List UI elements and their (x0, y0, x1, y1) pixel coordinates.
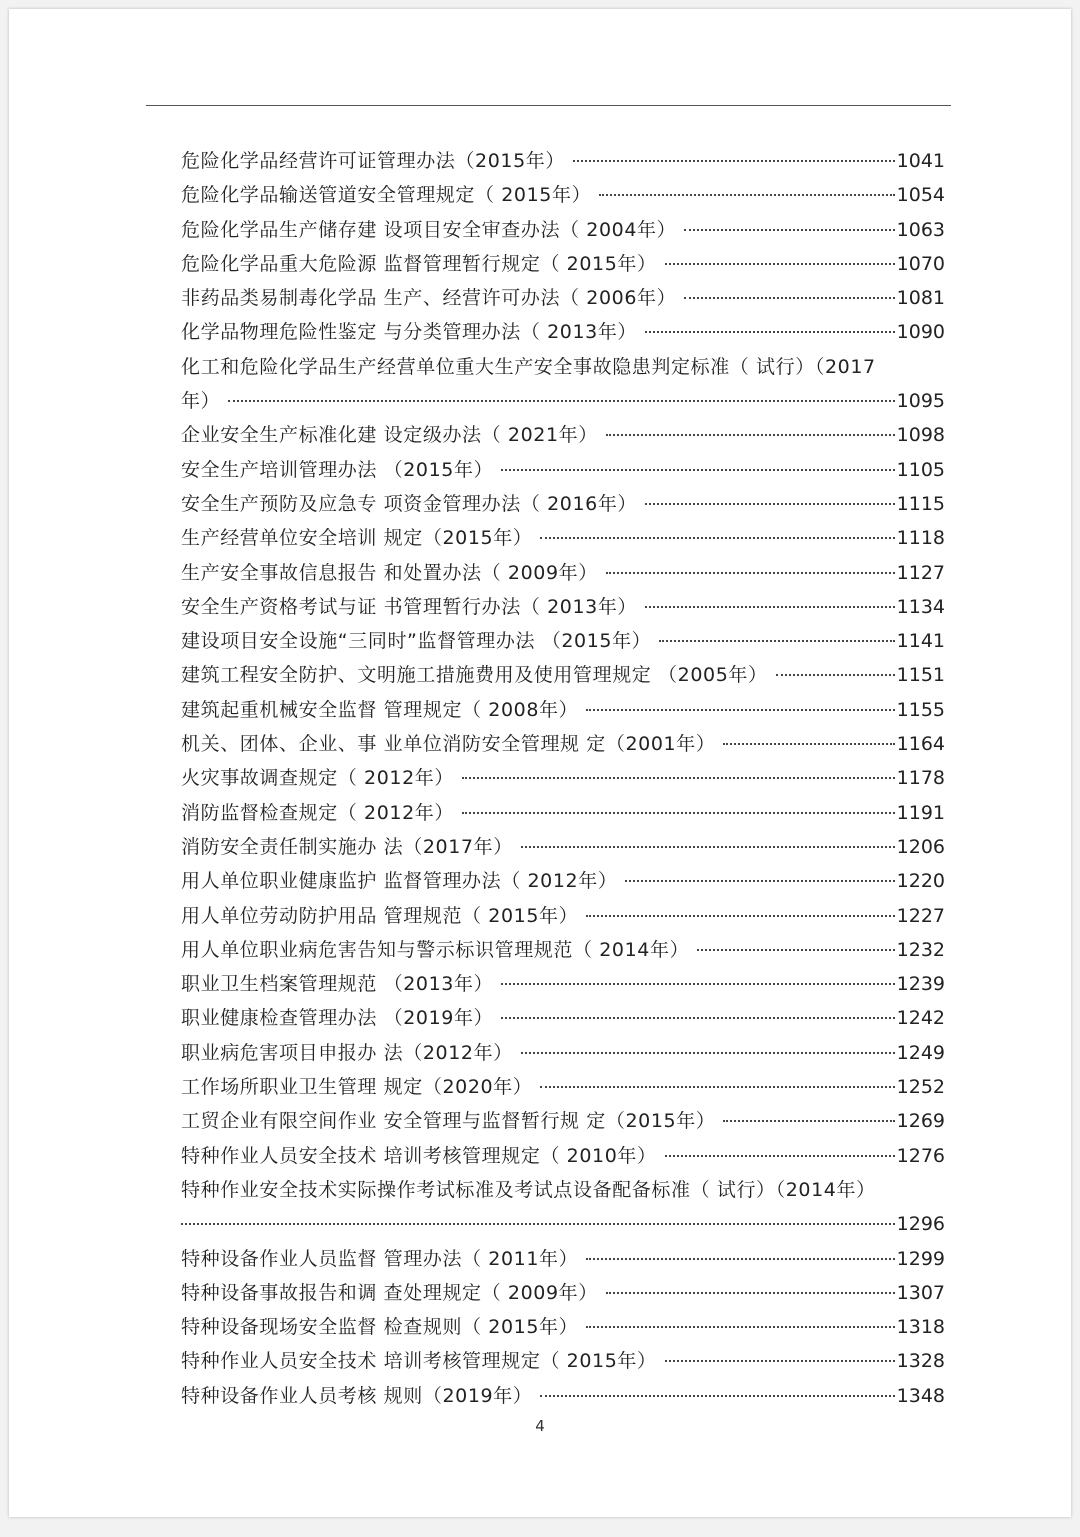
dot-leader (586, 709, 894, 711)
toc-entry[interactable] (181, 1001, 945, 1035)
dot-leader (665, 263, 895, 265)
dot-leader (501, 469, 894, 471)
toc-entry[interactable] (181, 761, 945, 795)
dot-leader (586, 1258, 894, 1260)
toc-entry-page: 1115 (896, 492, 945, 515)
toc-entry[interactable] (181, 1276, 945, 1310)
toc-entry-page: 1249 (896, 1041, 945, 1064)
toc-entry[interactable] (181, 1139, 945, 1173)
toc-entry[interactable] (181, 487, 945, 521)
toc-entry-title: 生产安全事故信息报告 和处置办法（ 2009年） (181, 561, 598, 584)
toc-entry-title: 化学品物理危险性鉴定 与分类管理办法（ 2013年） (181, 321, 638, 344)
toc-entry-title: 特种设备事故报告和调 查处理规定（ 2009年） (181, 1281, 598, 1304)
page-number: 4 (535, 1417, 545, 1435)
dot-leader (665, 1360, 895, 1362)
toc-entry-page: 1299 (896, 1247, 945, 1270)
toc-entry[interactable] (181, 453, 945, 487)
toc-entry-page: 1206 (896, 835, 945, 858)
toc-entry[interactable] (181, 1036, 945, 1070)
header-rule (146, 105, 951, 106)
dot-leader (599, 194, 894, 196)
toc-entry[interactable] (181, 213, 945, 247)
toc-entry[interactable] (181, 796, 945, 830)
toc-entry-page: 1090 (896, 321, 945, 344)
toc-entry[interactable] (181, 864, 945, 898)
toc-entry-title: 消防监督检查规定（ 2012年） (181, 801, 454, 824)
dot-leader (645, 606, 895, 608)
toc-entry-page: 1348 (896, 1384, 945, 1407)
toc-entry-title: 特种作业人员安全技术 培训考核管理规定（ 2010年） (181, 1144, 657, 1167)
toc-entry-page: 1220 (896, 870, 945, 893)
dot-leader (228, 400, 894, 402)
toc-entry-title: 特种设备作业人员考核 规则（2019年） (181, 1384, 533, 1407)
toc-entry-title: 职业病危害项目申报办 法（2012年） (181, 1041, 513, 1064)
toc-entry[interactable] (181, 281, 945, 315)
dot-leader (659, 640, 894, 642)
dot-leader (625, 880, 894, 882)
dot-leader (521, 846, 895, 848)
toc-entry[interactable] (181, 693, 945, 727)
toc-entry-page: 1141 (896, 630, 945, 653)
dot-leader (521, 1052, 895, 1054)
dot-leader (723, 1120, 894, 1122)
toc-entry-title: 危险化学品输送管道安全管理规定（ 2015年） (181, 184, 592, 207)
toc-entry-title: 特种设备作业人员监督 管理办法（ 2011年） (181, 1247, 579, 1270)
toc-entry[interactable] (181, 315, 945, 349)
toc-entry-title: 化工和危险化学品生产经营单位重大生产安全事故隐患判定标准（ 试行）（2017 (181, 355, 876, 378)
toc-entry[interactable] (181, 1242, 945, 1276)
toc-entry[interactable] (181, 178, 945, 212)
toc-entry-title: 用人单位职业健康监护 监督管理办法（ 2012年） (181, 870, 618, 893)
toc-entry-title: 火灾事故调查规定（ 2012年） (181, 767, 454, 790)
toc-entry-title: 安全生产培训管理办法 （2015年） (181, 458, 494, 481)
toc-entry[interactable] (181, 1379, 945, 1413)
toc-entry[interactable] (181, 933, 945, 967)
toc-entry-page: 1095 (896, 390, 945, 413)
document-page (9, 9, 1071, 1517)
toc-entry[interactable] (181, 1344, 945, 1378)
toc-entry-title: 特种作业安全技术实际操作考试标准及考试点设备配备标准（ 试行）（2014年） (181, 1178, 876, 1201)
toc-entry-page: 1239 (896, 973, 945, 996)
toc-entry[interactable] (181, 590, 945, 624)
toc-entry-page: 1105 (896, 458, 945, 481)
toc-entry[interactable] (181, 727, 945, 761)
dot-leader (665, 1155, 895, 1157)
toc-entry-page: 1063 (896, 218, 945, 241)
toc-entry[interactable] (181, 418, 945, 452)
dot-leader (776, 674, 895, 676)
toc-entry[interactable] (181, 967, 945, 1001)
toc-entry-title: 职业健康检查管理办法 （2019年） (181, 1007, 494, 1030)
toc-entry[interactable] (181, 1173, 945, 1242)
toc-entry[interactable] (181, 1310, 945, 1344)
toc-entry-title: 工作场所职业卫生管理 规定（2020年） (181, 1076, 533, 1099)
toc-entry-title: 用人单位职业病危害告知与警示标识管理规范（ 2014年） (181, 938, 690, 961)
toc-entry-title: 特种设备现场安全监督 检查规则（ 2015年） (181, 1316, 579, 1339)
toc-entry-page: 1164 (896, 733, 945, 756)
dot-leader (573, 160, 895, 162)
toc-entry-page: 1318 (896, 1316, 945, 1339)
toc-entry-title: 特种作业人员安全技术 培训考核管理规定（ 2015年） (181, 1350, 657, 1373)
toc-entry-page: 1328 (896, 1350, 945, 1373)
dot-leader (697, 949, 894, 951)
toc-entry-page: 1155 (896, 698, 945, 721)
dot-leader (723, 743, 894, 745)
toc-entry[interactable] (181, 830, 945, 864)
toc-entry-page: 1191 (896, 801, 945, 824)
toc-entry-page: 1227 (896, 904, 945, 927)
toc-entry[interactable] (181, 1104, 945, 1138)
toc-entry-title: 建筑起重机械安全监督 管理规定（ 2008年） (181, 698, 579, 721)
toc-entry[interactable] (181, 899, 945, 933)
toc-entry-page: 1041 (896, 150, 945, 172)
dot-leader (540, 1086, 894, 1088)
toc-entry-page: 1151 (896, 664, 945, 687)
toc-entry-title: 危险化学品重大危险源 监督管理暂行规定（ 2015年） (181, 252, 657, 275)
toc-entry-title: 机关、团体、企业、事 业单位消防安全管理规 定（2001年） (181, 733, 716, 756)
toc-entry-page: 1232 (896, 938, 945, 961)
dot-leader (606, 572, 895, 574)
toc-entry-title: 安全生产预防及应急专 项资金管理办法（ 2016年） (181, 492, 638, 515)
dot-leader (684, 229, 894, 231)
toc-entry-title: 危险化学品经营许可证管理办法（2015年） (181, 150, 565, 172)
table-of-contents (181, 144, 945, 1413)
toc-entry-page: 1252 (896, 1076, 945, 1099)
dot-leader (606, 1292, 895, 1294)
toc-entry[interactable] (181, 247, 945, 281)
toc-entry-title: 建筑工程安全防护、文明施工措施费用及使用管理规定 （2005年） (181, 664, 768, 687)
dot-leader (645, 331, 895, 333)
dot-leader (586, 915, 894, 917)
toc-entry-title: 消防安全责任制实施办 法（2017年） (181, 835, 513, 858)
dot-leader (462, 777, 895, 779)
toc-entry-page: 1081 (896, 287, 945, 310)
dot-leader (606, 434, 895, 436)
dot-leader (540, 1395, 894, 1397)
toc-entry-title: 生产经营单位安全培训 规定（2015年） (181, 527, 533, 550)
dot-leader (645, 503, 895, 505)
toc-entry-page: 1296 (896, 1213, 945, 1236)
toc-entry[interactable] (181, 144, 945, 178)
toc-entry[interactable] (181, 350, 945, 419)
toc-entry[interactable] (181, 556, 945, 590)
toc-entry-page: 1098 (896, 424, 945, 447)
toc-entry[interactable] (181, 521, 945, 555)
toc-entry-title: 职业卫生档案管理规范 （2013年） (181, 973, 494, 996)
toc-entry[interactable] (181, 624, 945, 658)
toc-entry-page: 1134 (896, 595, 945, 618)
dot-leader (540, 537, 894, 539)
toc-entry-title: 建设项目安全设施“三同时”监督管理办法 （2015年） (181, 630, 652, 653)
toc-entry-title: 安全生产资格考试与证 书管理暂行办法（ 2013年） (181, 595, 638, 618)
dot-leader (501, 1017, 894, 1019)
toc-entry-title: 企业安全生产标准化建 设定级办法（ 2021年） (181, 424, 598, 447)
toc-entry[interactable] (181, 658, 945, 692)
toc-entry-page: 1242 (896, 1007, 945, 1030)
toc-entry-page: 1118 (896, 527, 945, 550)
toc-entry-title-continued: 年） (181, 390, 221, 413)
toc-entry[interactable] (181, 1070, 945, 1104)
toc-entry-page: 1307 (896, 1281, 945, 1304)
dot-leader (586, 1326, 894, 1328)
dot-leader (462, 812, 895, 814)
toc-entry-page: 1070 (896, 252, 945, 275)
toc-entry-title: 用人单位劳动防护用品 管理规范（ 2015年） (181, 904, 579, 927)
toc-entry-page: 1127 (896, 561, 945, 584)
dot-leader (501, 983, 894, 985)
dot-leader (684, 297, 894, 299)
toc-entry-page: 1178 (896, 767, 945, 790)
toc-entry-page: 1054 (896, 184, 945, 207)
toc-entry-title: 危险化学品生产储存建 设项目安全审查办法（ 2004年） (181, 218, 677, 241)
toc-entry-page: 1269 (896, 1110, 945, 1133)
toc-entry-title: 非药品类易制毒化学品 生产、经营许可办法（ 2006年） (181, 287, 677, 310)
dot-leader (181, 1223, 895, 1225)
toc-entry-page: 1276 (896, 1144, 945, 1167)
toc-entry-title: 工贸企业有限空间作业 安全管理与监督暂行规 定（2015年） (181, 1110, 716, 1133)
